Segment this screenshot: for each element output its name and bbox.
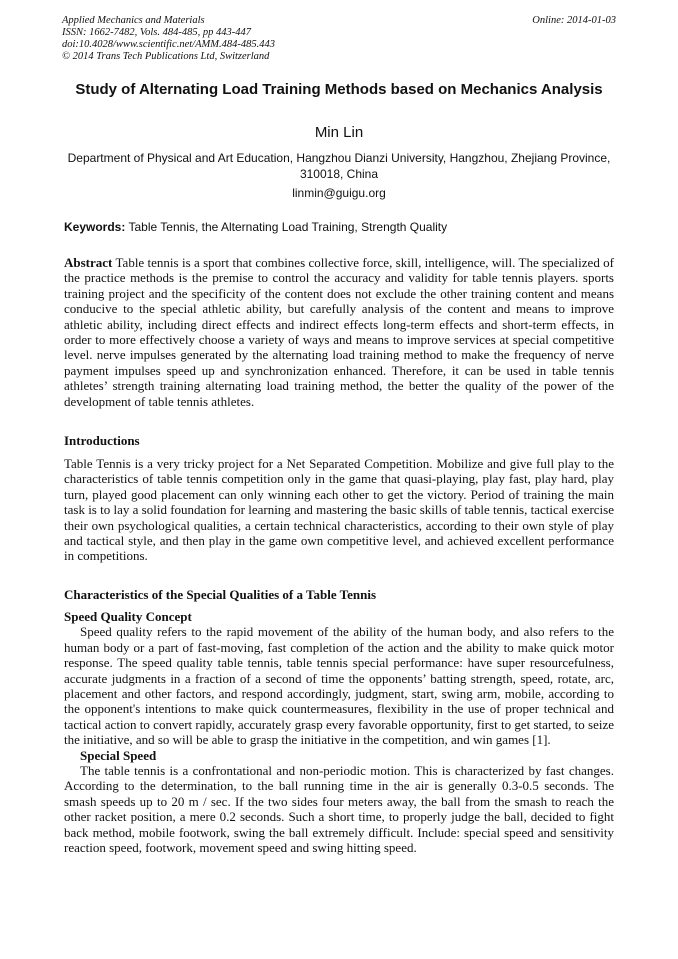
- paper-title: Study of Alternating Load Training Methods based on Mechanics Analysis: [75, 81, 603, 98]
- journal-header: [62, 15, 616, 63]
- online-date: Online: 2014-01-03: [532, 15, 616, 26]
- issn-line: ISSN: 1662-7482, Vols. 484-485, pp 443-447: [62, 27, 251, 38]
- special-speed-heading: Special Speed: [80, 747, 157, 763]
- doi-line: doi:10.4028/www.scientific.net/AMM.484-485.443: [62, 39, 275, 50]
- journal-name: Applied Mechanics and Materials: [62, 15, 205, 26]
- author-name: Min Lin: [314, 124, 364, 141]
- keywords-line: [64, 220, 614, 234]
- copyright-line: © 2014 Trans Tech Publications Ltd, Switzerland: [62, 51, 270, 62]
- author-affiliation: Department of Physical and Art Education, Hangzhou Dianzi University, Hangzhou, Zhejiang Province, 310018, China: [67, 151, 611, 181]
- speed-quality-heading: Speed Quality Concept: [64, 609, 192, 624]
- introductions-heading: Introductions: [64, 433, 140, 448]
- author-email: linmin@guigu.org: [292, 186, 386, 200]
- speed-quality-paragraph: Speed quality refers to the rapid movement of the ability of the human body, and also refers to the human body or a part of fast-moving, fast completion of the action and the ability to make quick motor response. The speed quality table tennis, table tennis special performance: have super resourcefulness, accurate judgments in a fraction of a second of time the opponents’ batting strength, speed, rotate, arc, placement and other factors, and respond accordingly, judgment, start, swing arm, mobile, according to the opponent's intentions to make quick countermeasures, flexibility in the use of proper technical and tactical action to convert rapidly, accurately grasp every favorable opportunity, first to get started, to seize the initiative, and so will be able to grasp the initiative in the competition, and win games [1].: [64, 624, 614, 748]
- abstract-text: Table tennis is a sport that combines collective force, skill, intelligence, will. The specialized of the practice methods is the premise to control the accuracy and validity for table tennis players. sports training project and the specificity of the content does not exclude the other training content and means conducive to the special athletic ability, but carefully analysis of the content and means to improve athletic ability, including direct effects and indirect effects long-term effects and short-term effects, in order to more effectively choose a variety of ways and means to improve services at special competitive level. nerve impulses generated by the alternating load training method to make the frequency of nerve payment impulses speed up and synchronization enhanced. Therefore, it can be used in table tennis athletes’ strength training alternating load training method, the better the quality of the power of the development of table tennis athletes.: [64, 255, 615, 409]
- keywords-label: Keywords:: [64, 220, 126, 234]
- special-speed-paragraph: The table tennis is a confrontational and non-periodic motion. This is characterized by fast changes. According to the determination, to the ball running time in the air is generally 0.3-0.5 seconds. The smash speeds up to 20 m / sec. If the two sides four meters away, the ball from the smash to reach the other racket position, a mere 0.2 seconds. Such a short time, to properly judge the ball, decided to fight back method, mobile footwork, swing the ball extremely difficult. Include: special speed and sensitivity reaction speed, footwork, movement speed and swing hitting speed.: [64, 763, 614, 856]
- characteristics-heading: Characteristics of the Special Qualities of a Table Tennis: [64, 587, 377, 602]
- abstract-label: Abstract: [64, 255, 113, 270]
- abstract-paragraph: [64, 255, 614, 409]
- introductions-paragraph: Table Tennis is a very tricky project for a Net Separated Competition. Mobilize and give full play to the characteristics of table tennis competition only in the game that quasi-playing, play fast, play hard, play turn, played good placement can only winning each other to get the victory. Period of training the main task is to lay a solid foundation for learning and mastering the basic skills of table tennis, tactical exercise their own psychological qualities, a certain technical characteristics, according to their own style of play and tactical style, and then play in the game own competitive level, and achieved excellent performance in competitions.: [64, 456, 614, 564]
- keywords-text: Table Tennis, the Alternating Load Training, Strength Quality: [128, 220, 448, 234]
- characteristics-body: [64, 609, 614, 856]
